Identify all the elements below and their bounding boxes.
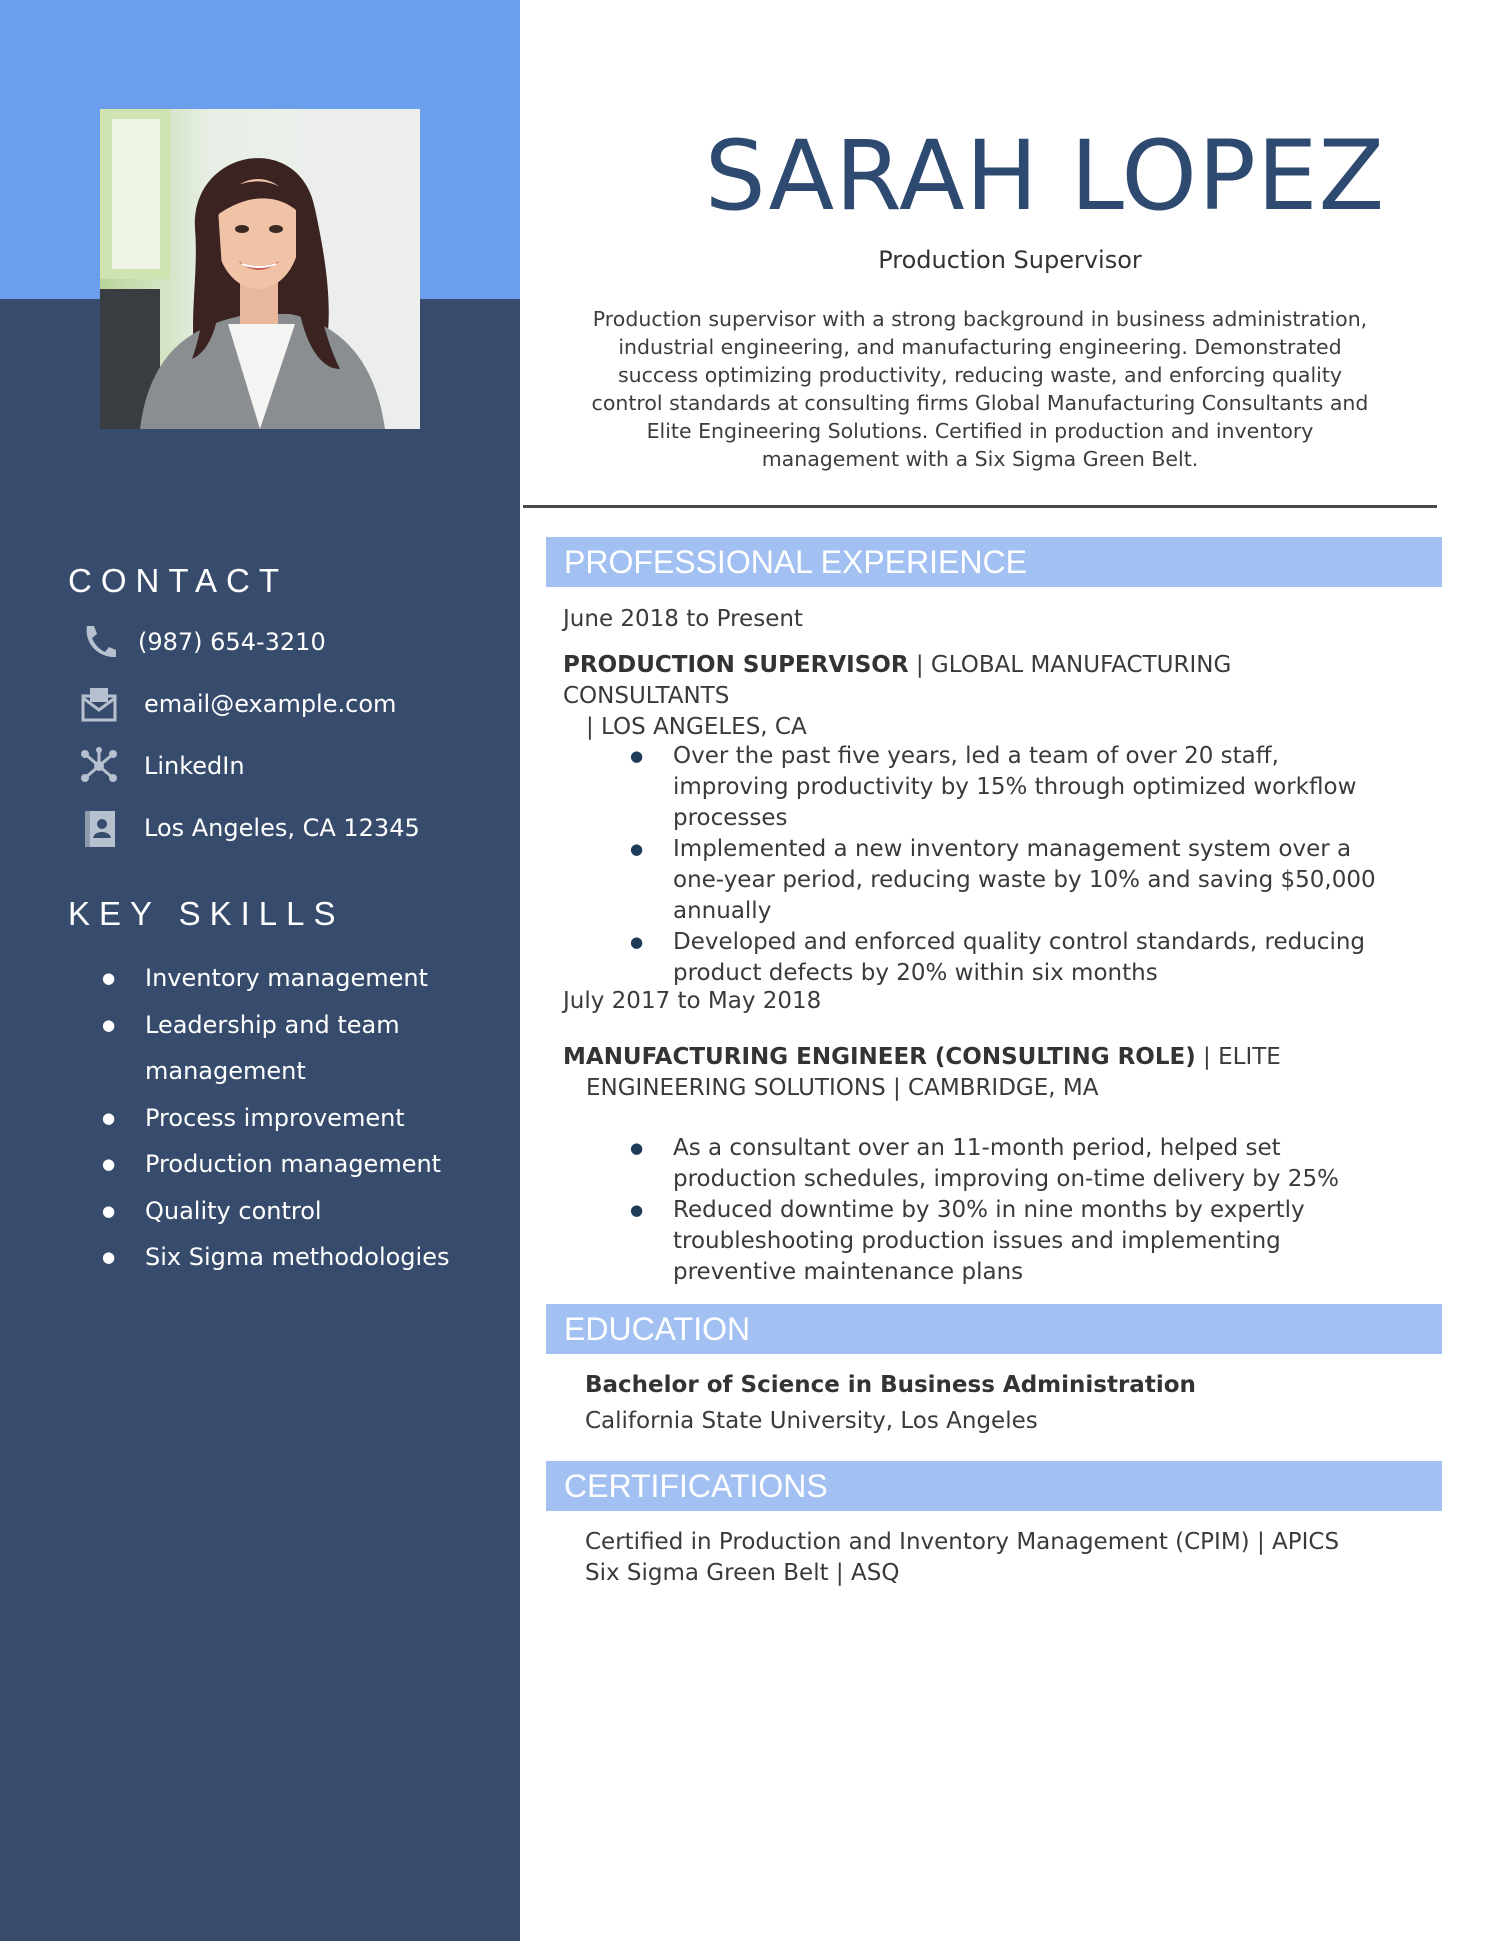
job-bullet: ● As a consultant over an 11-month period, helped set production schedules, improving on-time delivery by 25%	[625, 1133, 1385, 1195]
job-location: ENGINEERING SOLUTIONS | CAMBRIDGE, MA	[586, 1075, 1099, 1101]
job-company: | ELITE	[1195, 1044, 1281, 1070]
job-bullet: ● Implemented a new inventory management system over a one-year period, reducing waste by 10% and saving $50,000 annually	[625, 834, 1385, 927]
job-title: Production Supervisor	[878, 246, 1142, 274]
summary-text: Production supervisor with a strong background in business administration, industrial engineering, and manufacturing engineering. Demonstrated success optimizing productivity, reducing waste, and enforcing quality control standards at consulting firms Global Manufacturing Consultants and Elite Engineering Solutions. Certified in production and inventory management with a Six Sigma Green Belt.	[591, 307, 1369, 471]
education-degree: Bachelor of Science in Business Administration	[585, 1372, 1196, 1398]
network-icon	[76, 743, 122, 789]
job-title-line	[563, 1042, 1403, 1104]
job-bullets	[625, 741, 1385, 989]
candidate-name: SARAH LOPEZ	[704, 120, 1386, 232]
experience-heading: PROFESSIONAL EXPERIENCE	[564, 544, 1027, 580]
education-heading: EDUCATION	[564, 1311, 751, 1347]
certification-item: Certified in Production and Inventory Management (CPIM) | APICS	[585, 1529, 1340, 1555]
email-text: email@example.com	[144, 690, 397, 718]
education-school: California State University, Los Angeles	[585, 1408, 1038, 1434]
skill-item: ● Leadership and team management	[100, 1002, 400, 1095]
job-bullet: ● Reduced downtime by 30% in nine months by expertly troubleshooting production issues and implementing preventive maintenance plans	[625, 1195, 1385, 1288]
skill-item: ● Process improvement	[100, 1095, 500, 1142]
job-role: PRODUCTION SUPERVISOR	[563, 652, 909, 678]
experience-section-header	[546, 537, 1442, 587]
job-bullet: ● Developed and enforced quality control standards, reducing product defects by 20% within six months	[625, 927, 1385, 989]
education-section-header	[546, 1304, 1442, 1354]
certifications-heading: CERTIFICATIONS	[564, 1468, 828, 1504]
contact-heading: CONTACT	[68, 562, 289, 599]
linkedin-text: LinkedIn	[144, 752, 245, 780]
contact-phone	[76, 617, 326, 667]
job-bullet: ● Over the past five years, led a team of over 20 staff, improving productivity by 15% through optimized workflow processes	[625, 741, 1385, 834]
address-icon	[76, 805, 122, 851]
phone-icon	[76, 619, 122, 665]
skill-item: ● Inventory management	[100, 955, 500, 1002]
certifications-section-header	[546, 1461, 1442, 1511]
address-text: Los Angeles, CA 12345	[144, 814, 420, 842]
job-dates: July 2017 to May 2018	[563, 988, 822, 1014]
job-bullets	[625, 1133, 1385, 1288]
phone-text: (987) 654-3210	[138, 628, 326, 656]
skills-heading: KEY SKILLS	[68, 895, 345, 932]
skill-item: ● Six Sigma methodologies	[100, 1234, 500, 1281]
job-company: | GLOBAL MANUFACTURING CONSULTANTS	[563, 652, 1232, 709]
job-role: MANUFACTURING ENGINEER (CONSULTING ROLE)	[563, 1044, 1196, 1070]
job-title-line	[563, 650, 1403, 743]
contact-email	[76, 679, 396, 729]
contact-address	[76, 803, 420, 853]
profile-photo	[100, 109, 420, 429]
contact-linkedin	[76, 741, 245, 791]
certification-item: Six Sigma Green Belt | ASQ	[585, 1560, 900, 1586]
skill-item: ● Quality control	[100, 1188, 500, 1235]
job-dates: June 2018 to Present	[563, 606, 803, 632]
skills-list	[100, 955, 500, 1281]
header-divider	[523, 505, 1437, 508]
email-icon	[76, 681, 122, 727]
skill-item: ● Production management	[100, 1141, 500, 1188]
job-location: | LOS ANGELES, CA	[586, 714, 807, 740]
